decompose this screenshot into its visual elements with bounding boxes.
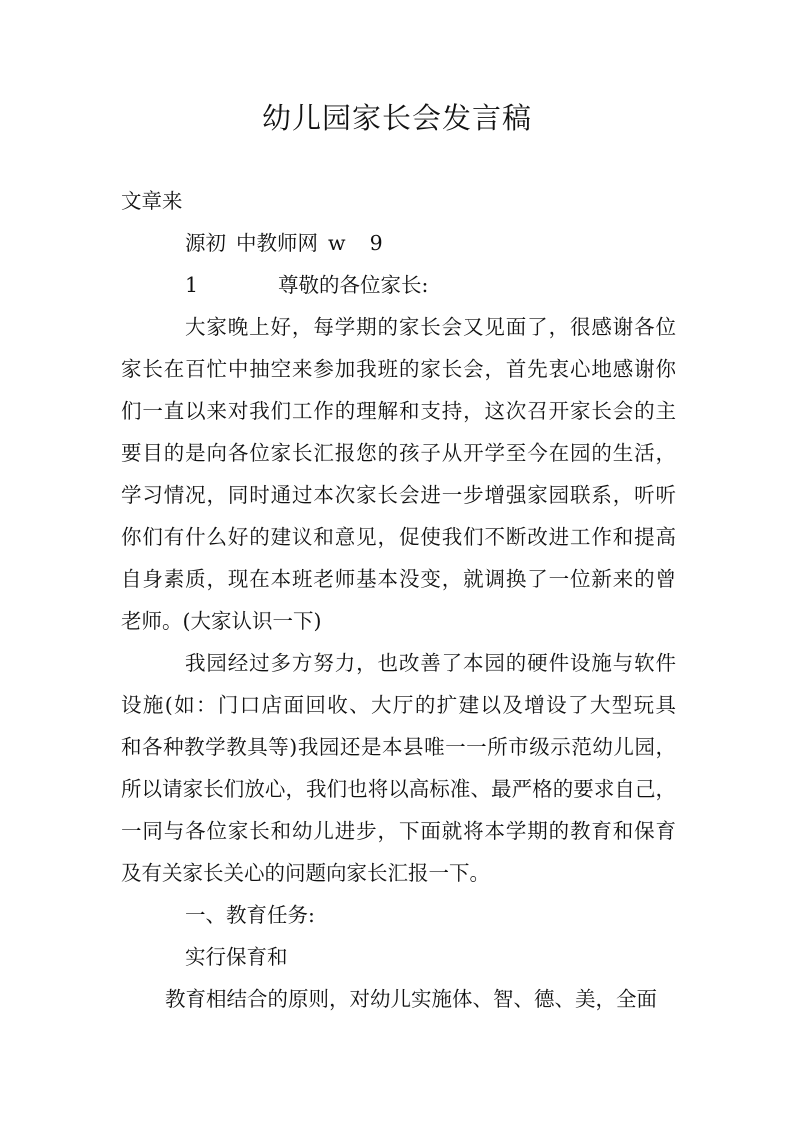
source-part-1: 源初 (185, 231, 226, 255)
subsection-heading: 实行保育和 (185, 945, 288, 969)
paragraph-line: 家长在百忙中抽空来参加我班的家长会，首先衷心地感谢你 (121, 357, 676, 381)
source-part-2: 中教师网 (236, 231, 318, 255)
paragraph-line: 学习情况，同时通过本次家长会进一步增强家园联系，听听 (121, 483, 676, 507)
paragraph-line: 自身素质，现在本班老师基本没变，就调换了一位新来的曾 (121, 567, 676, 591)
paragraph-line: 设施(如：门口店面回收、大厅的扩建以及增设了大型玩具 (121, 693, 676, 717)
paragraph-line: 我园经过多方努力，也改善了本园的硬件设施与软件 (185, 651, 676, 675)
paragraph-line: 所以请家长们放心，我们也将以高标准、最严格的要求自己， (121, 777, 676, 801)
greeting-line (185, 271, 428, 299)
source-part-4: 9 (369, 231, 383, 255)
paragraph-line: 你们有什么好的建议和意见，促使我们不断改进工作和提高 (121, 525, 676, 549)
paragraph-line: 和各种教学教具等)我园还是本县唯一一所市级示范幼儿园， (121, 735, 676, 759)
paragraph-line: 大家晚上好，每学期的家长会又见面了，很感谢各位 (185, 315, 676, 339)
paragraph-line: 一同与各位家长和幼儿进步，下面就将本学期的教育和保育 (121, 819, 676, 843)
document-title: 幼儿园家长会发言稿 (261, 101, 532, 135)
paragraph-line: 老师。(大家认识一下) (121, 609, 322, 633)
paragraph-line: 们一直以来对我们工作的理解和支持，这次召开家长会的主 (121, 399, 676, 423)
paragraph-line: 要目的是向各位家长汇报您的孩子从开学至今在园的生活， (121, 441, 676, 465)
body-last-line: 教育相结合的原则，对幼儿实施体、智、德、美，全面 (165, 987, 657, 1011)
section-heading: 一、教育任务: (185, 903, 315, 927)
source-part-3: w (328, 231, 346, 255)
paragraph-line: 及有关家长关心的问题向家长汇报一下。 (121, 861, 490, 885)
paragraph-2 (121, 649, 676, 901)
paragraph-1 (121, 313, 676, 649)
source-line-1: 文章来 (121, 189, 183, 213)
greeting-text: 尊敬的各位家长: (278, 273, 429, 297)
greeting-number: 1 (185, 273, 199, 297)
source-line-2 (185, 229, 383, 257)
